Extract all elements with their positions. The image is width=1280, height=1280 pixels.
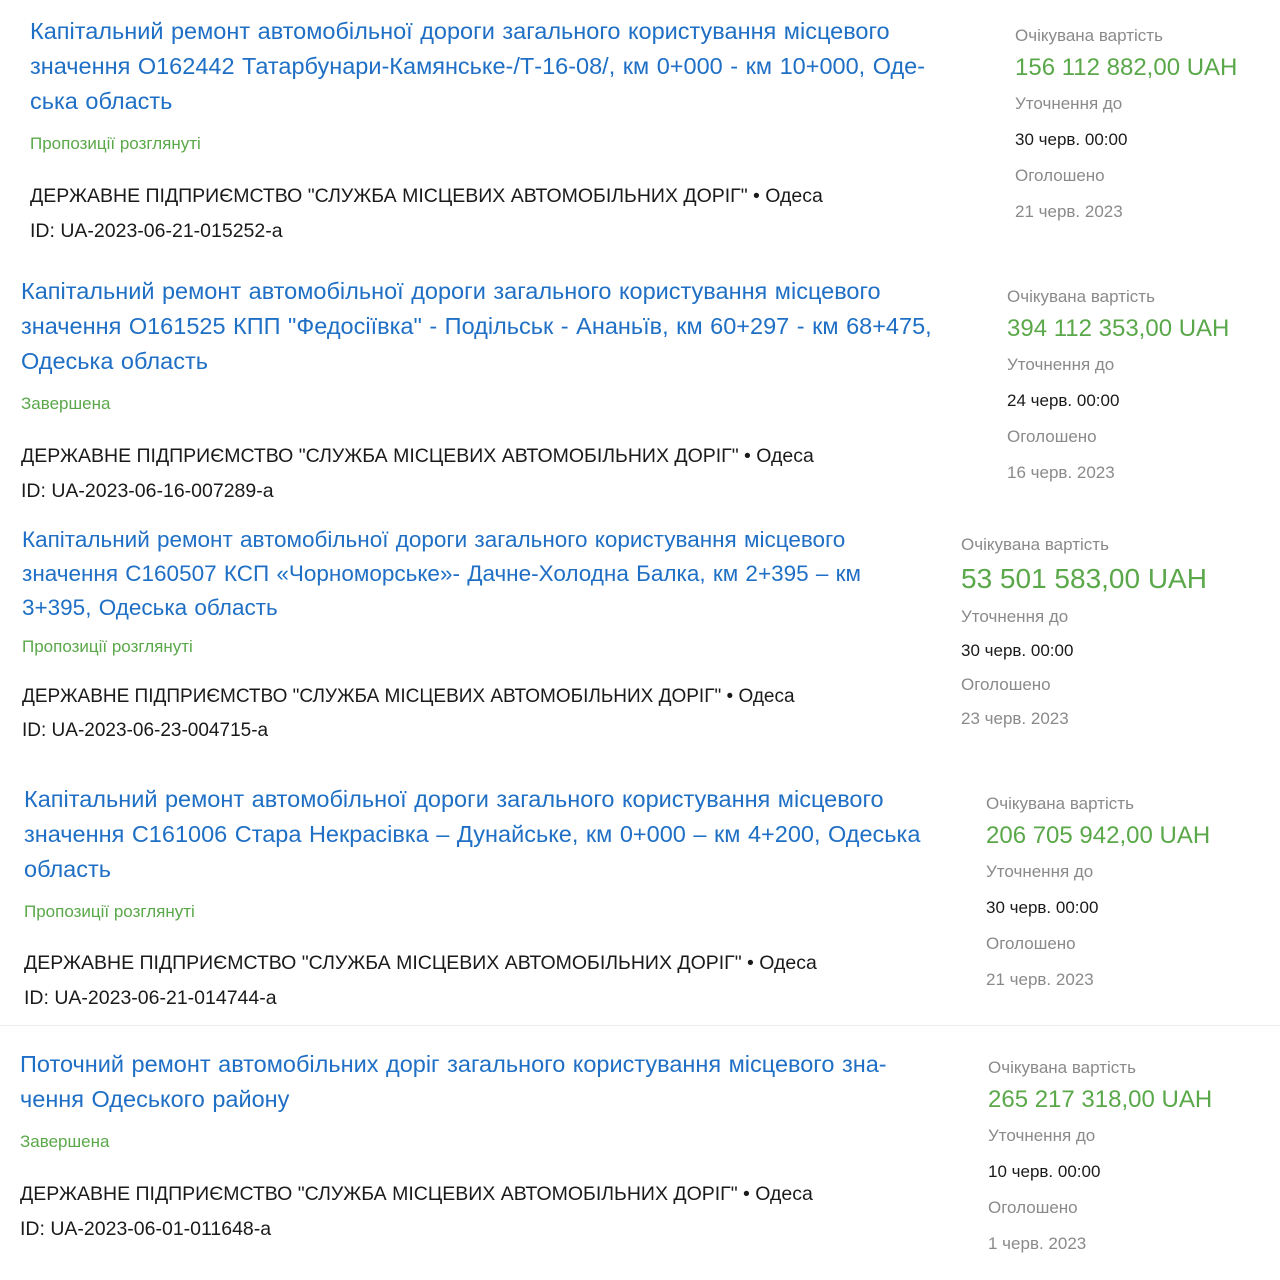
clarification-label: Уточнення до: [1007, 355, 1115, 374]
buyer-name: ДЕРЖАВНЕ ПІДПРИЄМСТВО "СЛУЖБА МІСЦЕВИХ АВТОМОБІЛЬНИХ ДОРІГ" • Одеса: [24, 952, 817, 974]
status-badge: Пропозиції розглянуті: [22, 637, 193, 656]
tender-title-line[interactable]: Капітальний ремонт автомобільної дороги загального користування місцевого: [21, 278, 881, 304]
announced-label: Оголошено: [1007, 427, 1097, 446]
tender-title-line[interactable]: Капітальний ремонт автомобільної дороги загального користування місцевого: [30, 18, 890, 44]
tender-title-link[interactable]: [22, 518, 922, 625]
expected-cost-label: Очікувана вартість: [986, 794, 1134, 813]
tender-title-line[interactable]: значення С161006 Стара Некрасівка – Дунайське, км 0+000 – км 4+200, Одеська: [24, 821, 921, 847]
buyer-name: ДЕРЖАВНЕ ПІДПРИЄМСТВО "СЛУЖБА МІСЦЕВИХ АВТОМОБІЛЬНИХ ДОРІГ" • Одеса: [30, 185, 823, 207]
expected-cost-label: Очікувана вартість: [961, 535, 1109, 554]
tender-title-link[interactable]: [24, 777, 944, 887]
tender-id: ID: UA-2023-06-21-014744-a: [24, 987, 277, 1009]
tender-main: [20, 1030, 960, 1242]
tender-id: ID: UA-2023-06-16-007289-a: [21, 480, 274, 502]
clarification-date: 30 черв. 00:00: [961, 641, 1074, 660]
announced-date: 21 черв. 2023: [986, 970, 1094, 989]
expected-cost-amount: 206 705 942,00 UAH: [986, 822, 1211, 849]
tender-card[interactable]: [0, 261, 1280, 516]
tender-summary: [1007, 261, 1267, 484]
announced-label: Оголошено: [1015, 166, 1105, 185]
tender-title-line[interactable]: 3+395, Одеська область: [22, 595, 278, 620]
divider: [0, 1025, 1280, 1026]
tender-title-link[interactable]: [30, 0, 970, 119]
expected-cost-amount: 394 112 353,00 UAH: [1007, 315, 1230, 342]
tender-id: ID: UA-2023-06-23-004715-a: [22, 720, 269, 741]
tender-title-line[interactable]: значення О162442 Татарбунари-Камянське-/Т-16-08/, км 0+000 - км 10+000, Оде-: [30, 53, 926, 79]
expected-cost-label: Очікувана вартість: [988, 1058, 1136, 1077]
tender-summary: [1015, 0, 1265, 223]
tender-title-line[interactable]: Капітальний ремонт автомобільної дороги загального користування місцевого: [22, 527, 846, 552]
tender-main: [24, 777, 944, 1011]
tender-summary: [961, 518, 1261, 730]
tender-main: [30, 0, 970, 244]
expected-cost-amount: 53 501 583,00 UAH: [961, 563, 1207, 594]
status-badge: Завершена: [21, 394, 111, 413]
tender-summary: [988, 1030, 1258, 1255]
tender-card[interactable]: [0, 518, 1280, 768]
buyer-name: ДЕРЖАВНЕ ПІДПРИЄМСТВО "СЛУЖБА МІСЦЕВИХ АВТОМОБІЛЬНИХ ДОРІГ" • Одеса: [22, 686, 795, 707]
tender-main: [21, 261, 971, 504]
status-badge: Завершена: [20, 1132, 110, 1151]
status-badge: Пропозиції розглянуті: [30, 134, 201, 153]
expected-cost-amount: 265 217 318,00 UAH: [988, 1086, 1213, 1113]
tender-id: ID: UA-2023-06-21-015252-a: [30, 220, 283, 242]
expected-cost-label: Очікувана вартість: [1015, 26, 1163, 45]
announced-label: Оголошено: [986, 934, 1076, 953]
announced-date: 16 черв. 2023: [1007, 463, 1115, 482]
clarification-date: 30 черв. 00:00: [1015, 130, 1128, 149]
tender-title-line[interactable]: значення С160507 КСП «Чорноморське»- Дачне-Холодна Балка, км 2+395 – км: [22, 561, 861, 586]
tender-card[interactable]: [0, 0, 1280, 255]
clarification-date: 24 черв. 00:00: [1007, 391, 1120, 410]
expected-cost-label: Очікувана вартість: [1007, 287, 1155, 306]
tender-title-line[interactable]: Одеська область: [21, 348, 208, 374]
tender-main: [22, 518, 922, 744]
announced-date: 1 черв. 2023: [988, 1234, 1087, 1253]
tender-card[interactable]: [0, 1030, 1280, 1280]
clarification-label: Уточнення до: [961, 607, 1069, 626]
announced-date: 21 черв. 2023: [1015, 202, 1123, 221]
tender-summary: [986, 777, 1256, 991]
clarification-label: Уточнення до: [1015, 94, 1123, 113]
buyer-name: ДЕРЖАВНЕ ПІДПРИЄМСТВО "СЛУЖБА МІСЦЕВИХ АВТОМОБІЛЬНИХ ДОРІГ" • Одеса: [21, 445, 814, 467]
tender-title-line[interactable]: Поточний ремонт автомобільних доріг загального користування місцевого зна-: [20, 1051, 887, 1077]
announced-label: Оголошено: [961, 675, 1051, 694]
expected-cost-amount: 156 112 882,00 UAH: [1015, 54, 1238, 81]
tender-title-link[interactable]: [21, 261, 971, 379]
buyer-name: ДЕРЖАВНЕ ПІДПРИЄМСТВО "СЛУЖБА МІСЦЕВИХ АВТОМОБІЛЬНИХ ДОРІГ" • Одеса: [20, 1183, 813, 1205]
tender-id: ID: UA-2023-06-01-011648-a: [20, 1218, 272, 1240]
tender-title-link[interactable]: [20, 1030, 960, 1117]
announced-date: 23 черв. 2023: [961, 709, 1069, 728]
clarification-date: 30 черв. 00:00: [986, 898, 1099, 917]
tender-title-line[interactable]: область: [24, 856, 112, 882]
status-badge: Пропозиції розглянуті: [24, 902, 195, 921]
announced-label: Оголошено: [988, 1198, 1078, 1217]
clarification-date: 10 черв. 00:00: [988, 1162, 1101, 1181]
tender-title-line[interactable]: чення Одеського району: [20, 1086, 290, 1112]
tender-title-line[interactable]: ська область: [30, 88, 173, 114]
tender-title-line[interactable]: значення О161525 КПП "Федосіївка" - Подільськ - Ананьїв, км 60+297 - км 68+475,: [21, 313, 932, 339]
tender-title-line[interactable]: Капітальний ремонт автомобільної дороги загального користування місцевого: [24, 786, 884, 812]
tender-card[interactable]: [0, 777, 1280, 1023]
clarification-label: Уточнення до: [988, 1126, 1096, 1145]
clarification-label: Уточнення до: [986, 862, 1094, 881]
